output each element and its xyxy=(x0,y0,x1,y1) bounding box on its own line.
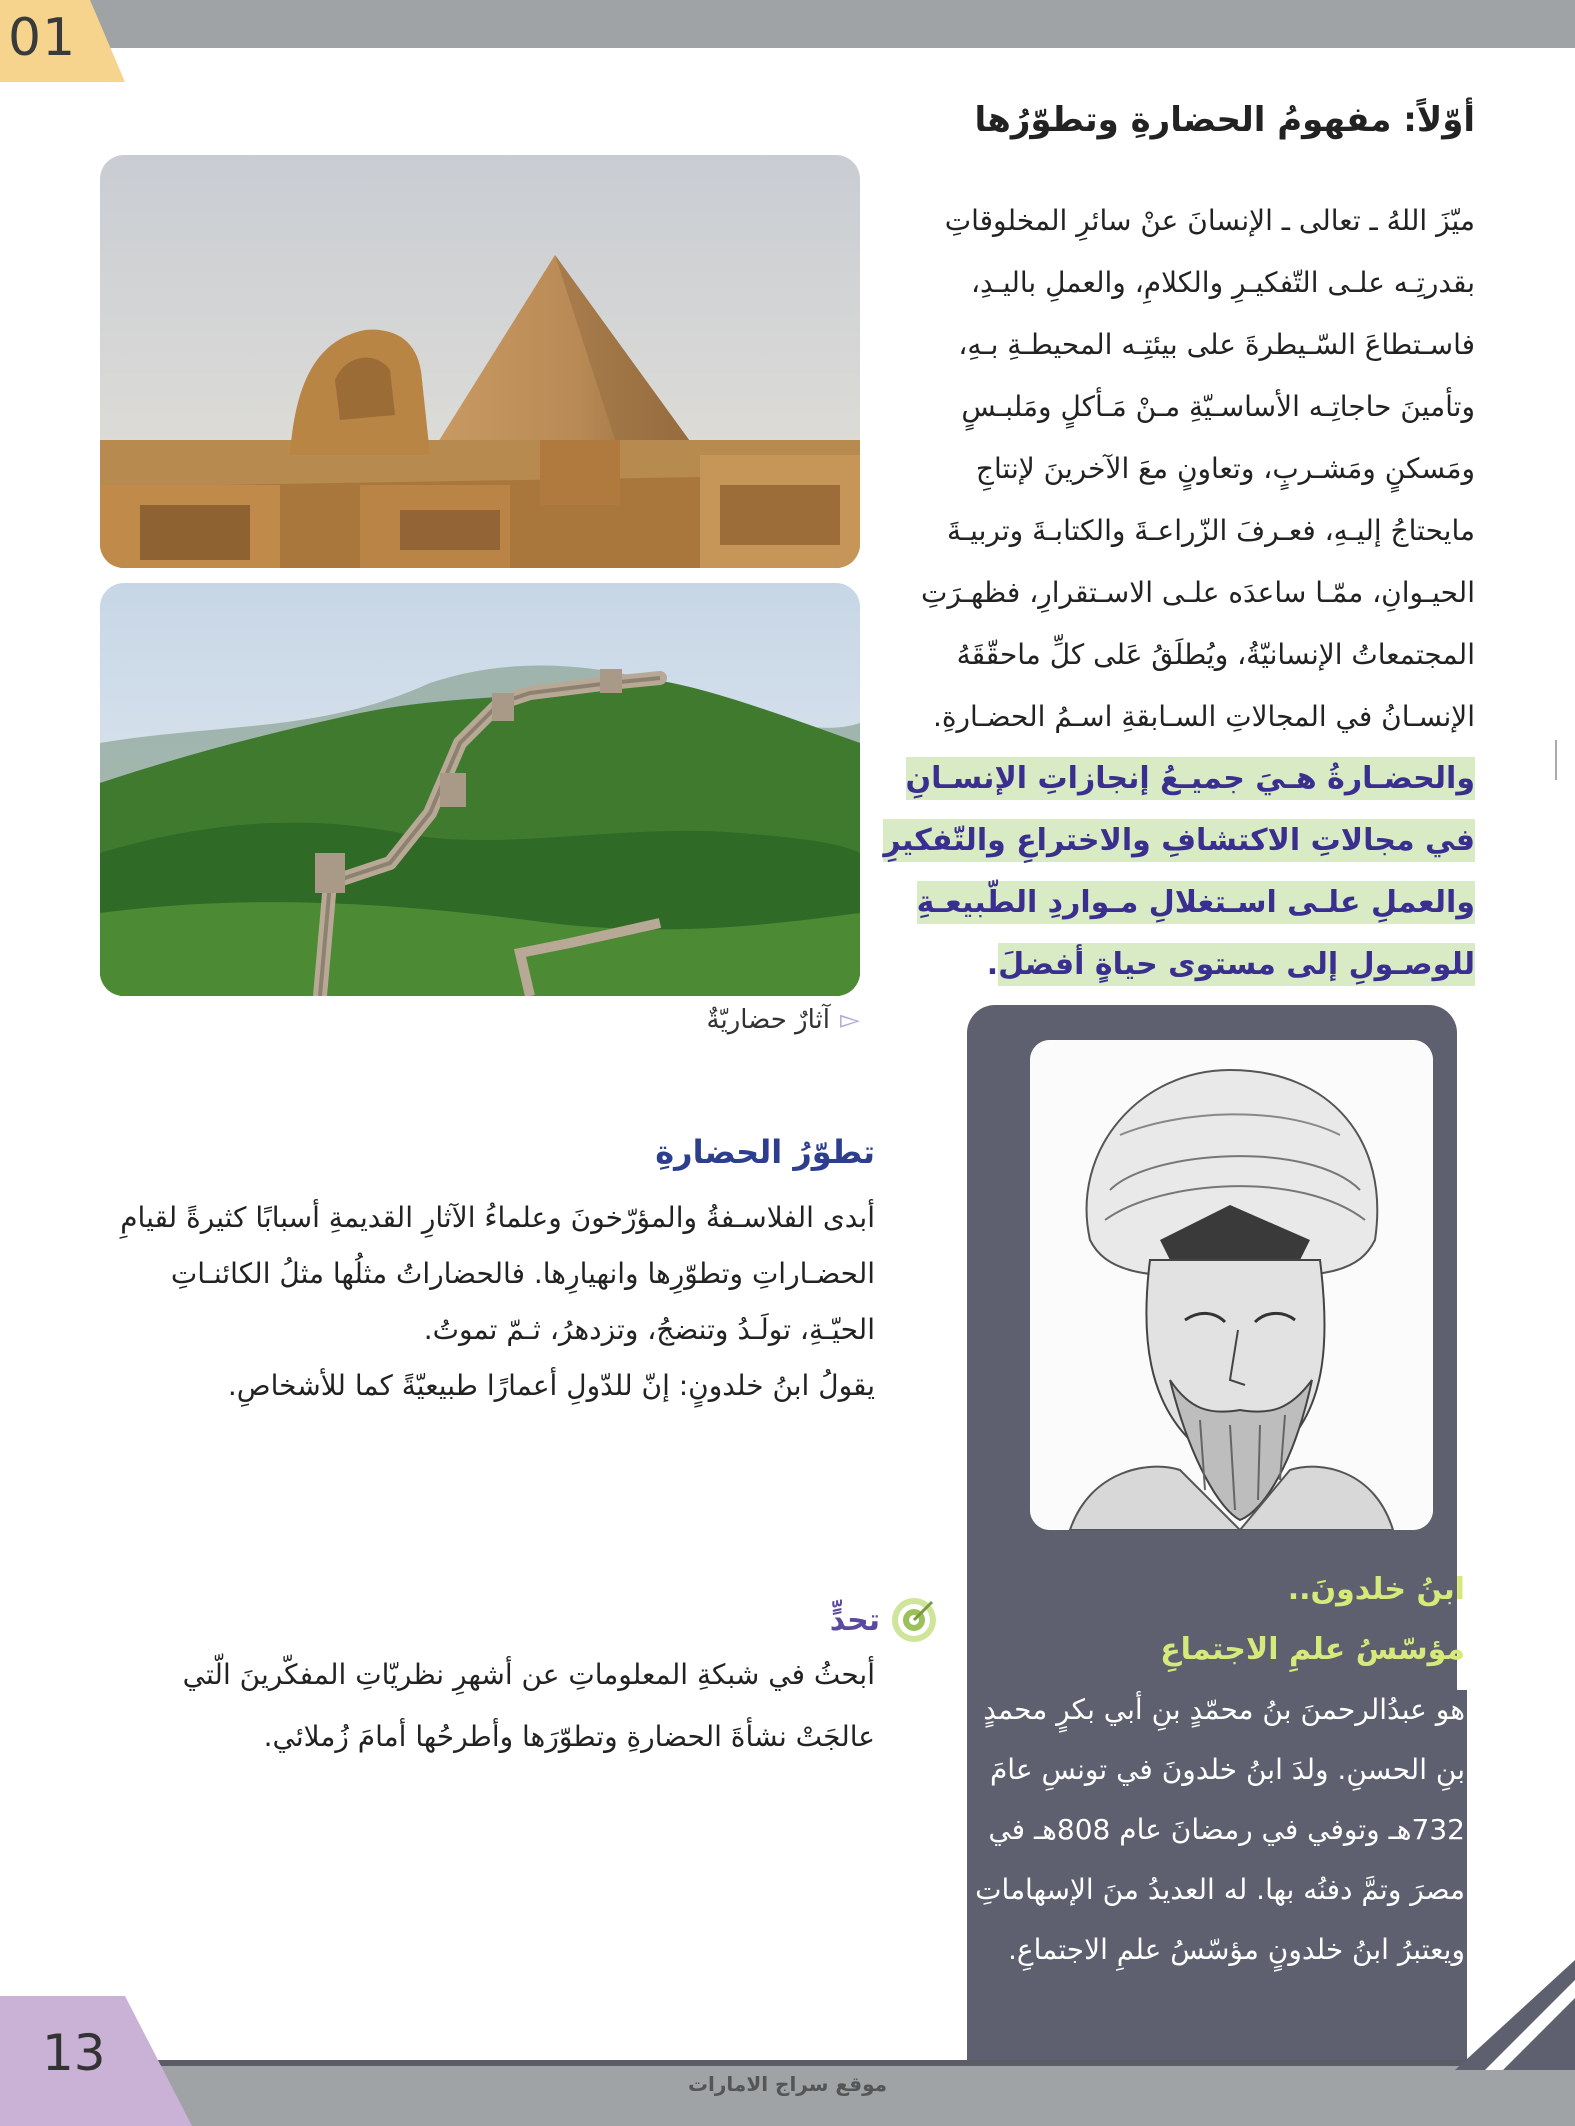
edge-notch xyxy=(1555,740,1575,780)
challenge-label: تحدٍّ xyxy=(829,1602,880,1638)
challenge-header xyxy=(740,1592,940,1648)
subsection-title: تطوّرُ الحضارةِ xyxy=(655,1133,875,1171)
pyramid-image xyxy=(100,155,860,568)
photo-caption-text: آثارٌ حضاريّةٌ xyxy=(706,1005,830,1035)
bio-text: هو عبدُالرحمنَ بنُ محمّدٍ بنِ أبي بكرٍ محمدٍ بنِ الحسنِ. ولدَ ابنُ خلدونَ في تونسِ عامَ 732هـ وتوفي في رمضانَ عام 808هـ في مصرَ وتمَّ دفنُه بها. له العديدُ منَ الإسهاماتِ ويعتبرُ ابنُ خلدونٍ مؤسّسُ علمِ الاجتماعِ. xyxy=(975,1693,1465,1966)
section-title: أوّلاً: مفهومُ الحضارةِ وتطوّرُها xyxy=(974,100,1475,140)
top-bar xyxy=(0,0,1575,48)
portrait-image xyxy=(1030,1040,1433,1530)
definition-highlight: والحضـارةُ هـيَ جميـعُ إنجازاتِ الإنسـانِ في مجالاتِ الاكتشافِ والاختراعِ والتّفكيرِ والعملِ علـى اسـتغلالِ مـواردِ الطّبيعـةِ للوصـولِ إلى مستوى حياةٍ أفضلَ xyxy=(883,757,1475,986)
evolution-paragraph xyxy=(100,1190,875,1414)
ibn-khaldun-quote: يقولُ ابنُ خلدونٍ: إنّ للدّولِ أعمارًا طبيعيّةً كما للأشخاصِ. xyxy=(227,1369,875,1402)
bio-name xyxy=(990,1560,1465,1680)
bio-name-line1: ابنُ خلدونَ.. xyxy=(1287,1572,1465,1607)
ibn-khaldun-portrait xyxy=(1030,1040,1433,1530)
intro-paragraph: ميّزَ اللهُ ـ تعالى ـ الإنسانَ عنْ سائرِ المخلوقاتِ بقدرتِـه علـى التّفكيـرِ والكلامِ، والعملِ باليـدِ، فاسـتطاعَ السّـيطرةَ على بيئتِـه المحيطـةِ بـهِ، وتأمينَ حاجاتِـه الأساسـيّةِ مـنْ مَـأكلٍ ومَلبـسٍ ومَسكنٍ ومَشـربٍ، وتعاونٍ معَ الآخرينَ لإنتاجِ مايحتاجُ إليـهِ، فعـرفَ الزّراعـةَ والكتابـةَ وتربيـةَ الحيـوانِ، ممّـا ساعدَه علـى الاسـتقرارِ، فظهـرَتِ المجتمعاتُ الإنسانيّةُ، ويُطلَقُ عَلى كلِّ ماحقّقَهُ الإنسـانُ في المجالاتِ السـابقةِ اسـمُ الحضـارةِ. xyxy=(921,204,1475,733)
definition-paragraph xyxy=(880,748,1475,996)
footer-site-text: موقع سراج الامارات xyxy=(687,2072,888,2096)
corner-decoration xyxy=(1455,1960,1575,2070)
challenge-text: أبحثُ في شبكةِ المعلوماتِ عن أشهرِ نظريّاتِ المفكّرينَ الّتي عالجَتْ نشأةَ الحضارةِ وتطوّرَها وأطرحُها أمامَ زُملائي. xyxy=(182,1658,875,1753)
bio-name-line2: مؤسّسُ علمِ الاجتماعِ xyxy=(1160,1632,1465,1667)
great-wall-photo xyxy=(100,583,860,996)
great-wall-image xyxy=(100,583,860,996)
definition-period: . xyxy=(986,947,999,982)
target-icon xyxy=(888,1594,940,1646)
arrow-icon: ▻ xyxy=(840,1005,860,1035)
pyramid-sphinx-photo xyxy=(100,155,860,568)
evolution-text: أبدى الفلاسـفةُ والمؤرّخونَ وعلماءُ الآثارِ القديمةِ أسبابًا كثيرةً لقيامِ الحضـاراتِ وتطوّرِها وانهيارِها. فالحضاراتُ مثلُها مثلُ الكائنـاتِ الحيّـةِ، تولَـدُ وتنضجُ، وتزدهرُ، ثـمّ تموتُ. xyxy=(120,1201,875,1346)
page-number: 13 xyxy=(42,2024,106,2082)
photo-caption xyxy=(560,1005,860,1035)
unit-number: 01 xyxy=(8,8,77,68)
